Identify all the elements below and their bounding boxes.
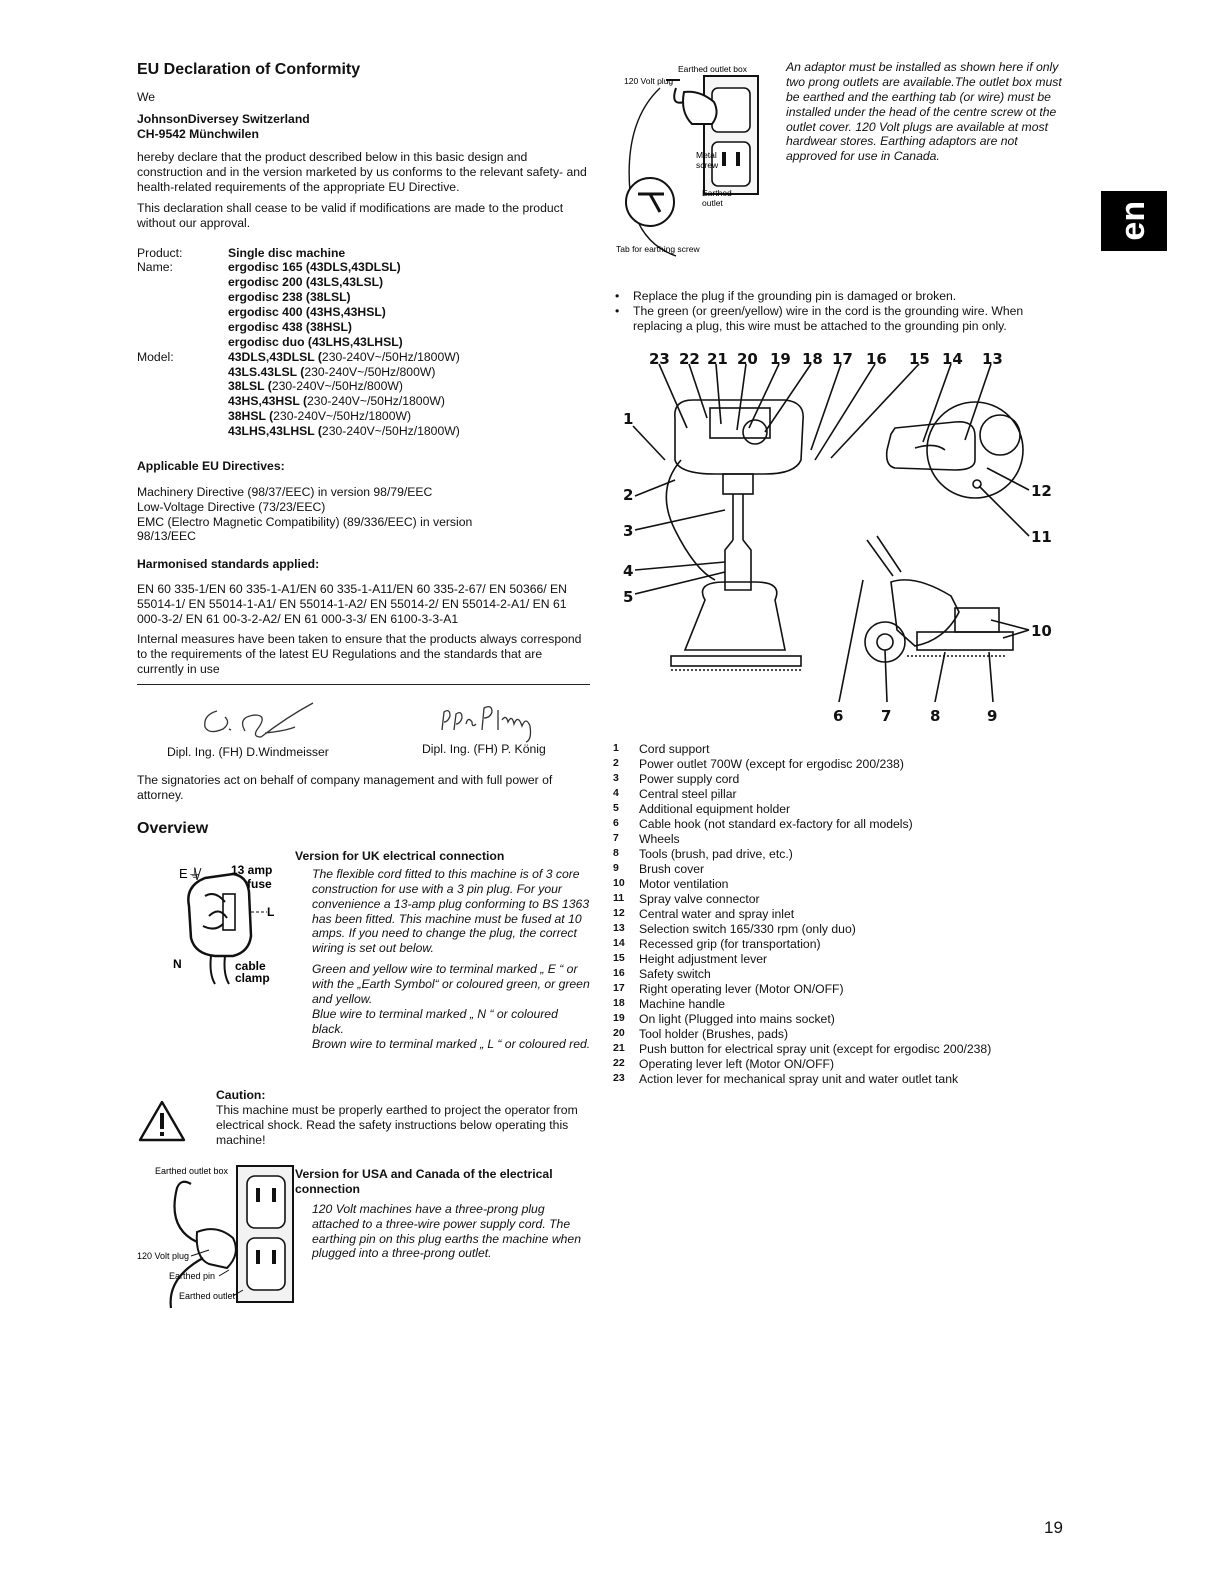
caution-text: This machine must be properly earthed to project the operator from electrical shock. Read the safety instructions below operating this machine!: [216, 1102, 578, 1147]
legend-item: 1 Cord support: [613, 742, 710, 756]
overview-title: Overview: [137, 820, 209, 837]
legend-item: 23 Action lever for mechanical spray unit and water outlet tank: [613, 1072, 959, 1086]
product-spec-block: [137, 246, 592, 439]
model-item: 43LS.43LSL (230-240V~/50Hz/800W): [228, 364, 436, 379]
adaptor-fig-metal-label: Metal: [696, 150, 717, 160]
name-label: Name:: [137, 260, 173, 275]
signature-windmeisser: [195, 697, 330, 747]
bullet-item: • Replace the plug if the grounding pin is damaged or broken.: [615, 289, 957, 303]
uk-fig-n-label: N: [173, 957, 182, 971]
adaptor-fig-earthed-label: Earthed: [702, 188, 732, 198]
legend-item: 11 Spray valve connector: [613, 892, 760, 906]
signatory-1: Dipl. Ing. (FH) D.Windmeisser: [167, 745, 329, 759]
company-name: JohnsonDiversey Switzerland: [137, 112, 310, 127]
legend-item: 10 Motor ventilation: [613, 877, 729, 891]
adaptor-fig-tab-label: Tab for earthing screw: [616, 244, 700, 254]
machine-diagram: [615, 350, 1075, 735]
legend-item: 16 Safety switch: [613, 967, 711, 981]
callout-23: 23: [649, 350, 670, 368]
usa-connection-section: [295, 1167, 593, 1261]
callout-20: 20: [737, 350, 758, 368]
callout-21: 21: [707, 350, 728, 368]
uk-connection-section: [295, 849, 593, 1051]
uk-fig-clamp-label: clamp: [235, 971, 270, 985]
callout-12: 12: [1031, 482, 1052, 500]
machine-drawing: [615, 350, 1075, 735]
standards-text: EN 60 335-1/EN 60 335-1-A1/EN 60 335-1-A11/EN 60 335-2-67/ EN 50366/ EN 55014-1/ EN 55014-1-A1/ EN 55014-1-A2/ EN 55014-2/ EN 55014-2-A1/ EN 61 000-3-2/ EN 61 00-3-2-A2/ EN 61 000-3-3/ EN 6100-3-3-A1: [137, 582, 567, 626]
signature-koenig: [438, 700, 548, 746]
language-tab: en: [1101, 191, 1167, 251]
callout-4: 4: [623, 562, 634, 580]
legend-item: 21 Push button for electrical spray unit (except for ergodisc 200/238): [613, 1042, 992, 1056]
name-item: ergodisc 438 (38HSL): [228, 319, 352, 334]
model-item: 38HSL (230-240V~/50Hz/1800W): [228, 409, 412, 424]
legend-item: 14 Recessed grip (for transportation): [613, 937, 821, 951]
bullet-item: • The green (or green/yellow) wire in the cord is the grounding wire. When replacing a plug, this wire must be attached to the grounding pin only.: [615, 303, 1024, 333]
legend-item: 3 Power supply cord: [613, 772, 740, 786]
legend-item: 6 Cable hook (not standard ex-factory for all models): [613, 817, 913, 831]
uk-fig-amp-label: 13 amp: [231, 863, 273, 877]
signatories-note: The signatories act on behalf of company management and with full power of attorney.: [137, 773, 553, 802]
callout-13: 13: [982, 350, 1003, 368]
declaration-section: [137, 60, 592, 676]
legend-item: 8 Tools (brush, pad drive, etc.): [613, 847, 793, 861]
standards-heading: Harmonised standards applied:: [137, 557, 320, 572]
uk-para2: Green and yellow wire to terminal marked „ E “ or with the „Earth Symbol“ or coloured green, or green and yellow.: [312, 962, 590, 1006]
names-list: [228, 260, 403, 349]
adaptor-fig-outlet-label: outlet: [702, 198, 723, 208]
callout-16: 16: [866, 350, 887, 368]
name-item: ergodisc 238 (38LSL): [228, 290, 351, 305]
usa-fig-outlet-label: Earthed outlet: [179, 1291, 236, 1301]
declaration-title: EU Declaration of Conformity: [137, 61, 361, 78]
usa-text: 120 Volt machines have a three-prong plug attached to a three-wire power supply cord. The earthing pin on this plug earths the machine when plugged into a three-prong outlet.: [312, 1201, 581, 1261]
uk-fig-cable-label: cable: [235, 959, 266, 973]
directives-list: [137, 485, 592, 545]
callout-1: 1: [623, 410, 634, 428]
callout-10: 10: [1031, 622, 1052, 640]
declaration-para1: hereby declare that the product described below in this basic design and construction and in the version marketed by us conforms to the relevant safety- and health-related requirements of the appropriate EU Directive.: [137, 150, 587, 194]
callout-18: 18: [802, 350, 823, 368]
signatory-2: Dipl. Ing. (FH) P. König: [422, 742, 546, 756]
we-text: We: [137, 89, 156, 104]
model-item: 43LHS,43LHSL (230-240V~/50Hz/1800W): [228, 424, 460, 439]
adaptor-text: An adaptor must be installed as shown here if only two prong outlets are available.The outlet box must be earthed and the earthing tab (or wire) must be installed under the head of the centre screw ot the outlet cover. 120 Volt plugs are available at most hardwear stores. Earthing adaptors are not approved for use in Canada.: [786, 60, 1062, 164]
model-item: 38LSL (230-240V~/50Hz/800W): [228, 379, 403, 394]
uk-para4: Brown wire to terminal marked „ L “ or coloured red.: [312, 1036, 591, 1051]
legend-item: 9 Brush cover: [613, 862, 705, 876]
usa-outlet-diagram: [137, 1158, 297, 1318]
model-item: 43DLS,43DLSL (230-240V~/50Hz/1800W): [228, 349, 460, 364]
uk-heading: Version for UK electrical connection: [295, 849, 505, 863]
usa-fig-pin-label: Earthed pin: [169, 1271, 216, 1281]
legend-item: 22 Operating lever left (Motor ON/OFF): [613, 1057, 835, 1071]
directive-item: EMC (Electro Magnetic Compatibility) (89/336/EEC) in version 98/13/EEC: [137, 514, 473, 544]
parts-legend: [613, 742, 1083, 1087]
adaptor-fig-box-label: Earthed outlet box: [678, 64, 747, 74]
uk-plug-diagram: [173, 863, 285, 986]
callout-11: 11: [1031, 528, 1052, 546]
name-item: ergodisc 200 (43LS,43LSL): [228, 275, 384, 290]
uk-para3: Blue wire to terminal marked „ N “ or coloured black.: [312, 1006, 558, 1036]
product-value: Single disc machine: [228, 245, 346, 260]
models-list: [228, 350, 460, 439]
callout-6: 6: [833, 707, 844, 725]
callout-7: 7: [881, 707, 892, 725]
legend-item: 17 Right operating lever (Motor ON/OFF): [613, 982, 844, 996]
callout-9: 9: [987, 707, 998, 725]
uk-fig-l-label: L: [267, 905, 275, 919]
warning-icon: [137, 1098, 187, 1144]
legend-item: 2 Power outlet 700W (except for ergodisc 200/238): [613, 757, 904, 771]
page-number: 19: [1044, 1518, 1063, 1537]
usa-heading-line1: Version for USA and Canada of the electrical: [295, 1167, 553, 1181]
directives-heading: Applicable EU Directives:: [137, 458, 285, 473]
callout-2: 2: [623, 486, 634, 504]
directive-item: Low-Voltage Directive (73/23/EEC): [137, 499, 326, 514]
legend-item: 19 On light (Plugged into mains socket): [613, 1012, 835, 1026]
internal-measures-text: Internal measures have been taken to ensure that the products always correspond to the requirements of the latest EU Regulations and the standards that are currently in use: [137, 631, 582, 676]
usa-heading-line2: connection: [295, 1181, 361, 1196]
signature-divider: [137, 684, 590, 685]
callout-19: 19: [770, 350, 791, 368]
adaptor-fig-plug-label: 120 Volt plug: [624, 76, 674, 86]
legend-item: 15 Height adjustment lever: [613, 952, 768, 966]
callout-14: 14: [942, 350, 963, 368]
legend-item: 7 Wheels: [613, 832, 680, 846]
product-label: Product:: [137, 245, 183, 260]
callout-22: 22: [679, 350, 700, 368]
callout-17: 17: [832, 350, 853, 368]
callout-15: 15: [909, 350, 930, 368]
caution-heading: Caution:: [216, 1088, 266, 1102]
usa-fig-box-label: Earthed outlet box: [155, 1166, 229, 1176]
adaptor-diagram: [616, 62, 770, 272]
uk-para1: The flexible cord fitted to this machine is of 3 core construction for use with a 3 pin plug. For your convenience a 13-amp plug conforming to BS 1363 has been fitted. This machine must be fused at 10 amps. If you need to change the plug, the correct wiring is set out below.: [312, 866, 590, 956]
legend-item: 20 Tool holder (Brushes, pads): [613, 1027, 789, 1041]
model-label: Model:: [137, 349, 174, 364]
name-item: ergodisc 165 (43DLS,43DLSL): [228, 260, 401, 275]
declaration-para2: This declaration shall cease to be valid if modifications are made to the product without our approval.: [137, 200, 564, 230]
name-item: ergodisc 400 (43HS,43HSL): [228, 305, 386, 320]
adaptor-fig-screw-label: screw: [696, 160, 719, 170]
legend-item: 12 Central water and spray inlet: [613, 907, 795, 921]
caution-section: [216, 1088, 586, 1148]
uk-fig-fuse-label: fuse: [247, 877, 272, 891]
legend-item: 4 Central steel pillar: [613, 787, 737, 801]
legend-item: 5 Additional equipment holder: [613, 802, 791, 816]
usa-fig-plug-label: 120 Volt plug: [137, 1251, 190, 1261]
legend-item: 13 Selection switch 165/330 rpm (only duo): [613, 922, 856, 936]
legend-item: 18 Machine handle: [613, 997, 726, 1011]
directive-item: Machinery Directive (98/37/EEC) in version 98/79/EEC: [137, 484, 433, 499]
callout-8: 8: [930, 707, 941, 725]
grounding-bullets: [615, 289, 1075, 334]
name-item: ergodisc duo (43LHS,43LHSL): [228, 334, 403, 349]
company-address: CH-9542 Münchwilen: [137, 127, 259, 142]
model-item: 43HS,43HSL (230-240V~/50Hz/1800W): [228, 394, 445, 409]
callout-3: 3: [623, 522, 634, 540]
callout-5: 5: [623, 588, 634, 606]
uk-fig-e-label: E: [179, 866, 188, 881]
earth-symbol-icon: ⏚: [188, 866, 202, 881]
